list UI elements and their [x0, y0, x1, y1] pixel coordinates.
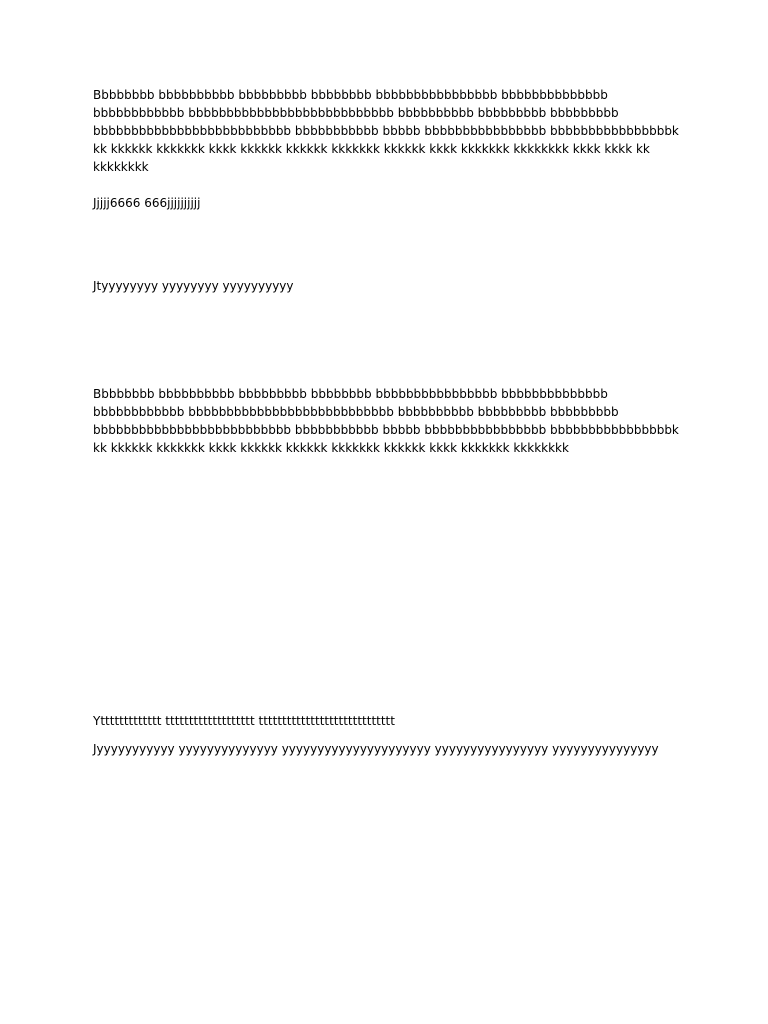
- paragraph-4: Bbbbbbbb bbbbbbbbbb bbbbbbbbb bbbbbbbb bbbbbbbbbbbbbbbb bbbbbbbbbbbbbb bbbbbbbbbbbb bbbbbbbbbbbbbbbbbbbbbbbbbbb bbbbbbbbbb bbbbbbbbb bbbbbbbbb bbbbbbbbbbbbbbbbbbbbbbbbbb bbbbbbbbbbb bbbbb bbbbbbbbbbbbbbbb bbbbbbbbbbbbbbbbk kk kkkkkk kkkkkkk kkkk kkkkkk kkkkkk kkkkkkk kkkkkk kkkk kkkkkkk kkkkkkkk: [93, 387, 679, 455]
- paragraph-1: Bbbbbbbb bbbbbbbbbb bbbbbbbbb bbbbbbbb bbbbbbbbbbbbbbbb bbbbbbbbbbbbbb bbbbbbbbbbbb bbbbbbbbbbbbbbbbbbbbbbbbbbb bbbbbbbbbb bbbbbbbbb bbbbbbbbb bbbbbbbbbbbbbbbbbbbbbbbbbb bbbbbbbbbbb bbbbb bbbbbbbbbbbbbbbb bbbbbbbbbbbbbbbbk kk kkkkkk kkkkkkk kkkk kkkkkk kkkkkk kkkkkkk kkkkkk kkkk kkkkkkk kkkkkkkk kkkk kkkk kk kkkkkkkk: [93, 88, 679, 174]
- paragraph-2: Jjjjj6666 666jjjjjjjjjj: [93, 196, 201, 210]
- paragraph-6: Jyyyyyyyyyyy yyyyyyyyyyyyyy yyyyyyyyyyyyyyyyyyyyy yyyyyyyyyyyyyyyy yyyyyyyyyyyyyyy: [93, 742, 659, 756]
- paragraph-5: Yttttttttttttt ttttttttttttttttttt ttttttttttttttttttttttttttttt: [93, 714, 395, 728]
- paragraph-3: Jtyyyyyyyy yyyyyyyy yyyyyyyyyy: [93, 279, 294, 293]
